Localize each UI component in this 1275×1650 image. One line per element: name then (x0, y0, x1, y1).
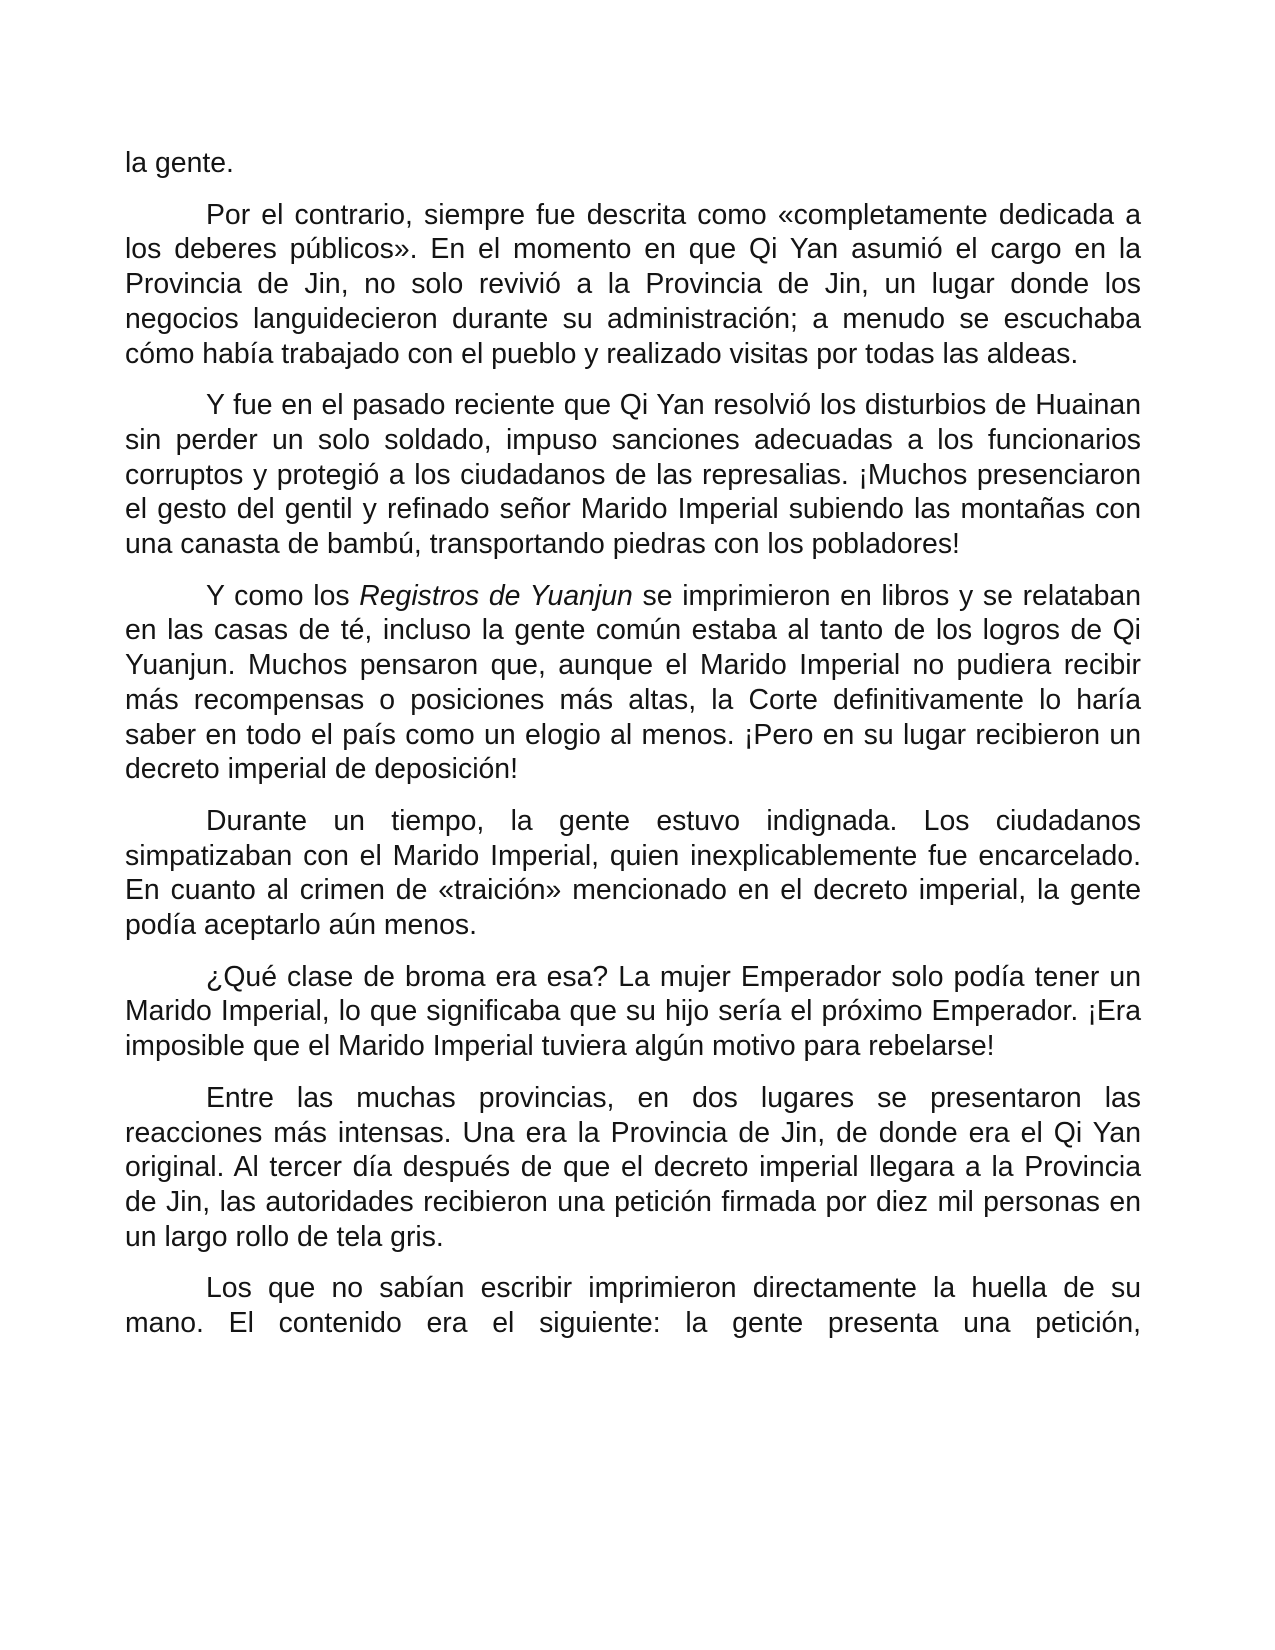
paragraph-text: Y como los (206, 579, 360, 612)
book-title: Registros de Yuanjun (359, 579, 633, 612)
paragraph: Por el contrario, siempre fue descrita como «completamente dedicada a los deberes públicos». En el momento en que Qi Yan asumió el cargo en la Provincia de Jin, no solo revivió a la Provincia de Jin, un lugar donde los negocios languidecieron durante su administración; a menudo se escuchaba cómo había trabajado con el pueblo y realizado visitas por todas las aldeas. (125, 198, 1141, 370)
paragraph: ¿Qué clase de broma era esa? La mujer Emperador solo podía tener un Marido Imperial, lo que significaba que su hijo sería el próximo Emperador. ¡Era imposible que el Marido Imperial tuviera algún motivo para rebelarse! (125, 960, 1141, 1063)
paragraph: Entre las muchas provincias, en dos lugares se presentaron las reacciones más intensas. Una era la Provincia de Jin, de donde era el Qi Yan original. Al tercer día después de que el decreto imperial llegara a la Provincia de Jin, las autoridades recibieron una petición firmada por diez mil personas en un largo rollo de tela gris. (125, 1081, 1141, 1253)
document-page (125, 146, 1141, 1358)
paragraph: Y fue en el pasado reciente que Qi Yan resolvió los disturbios de Huainan sin perder un solo soldado, impuso sanciones adecuadas a los funcionarios corruptos y protegió a los ciudadanos de las represalias. ¡Muchos presenciaron el gesto del gentil y refinado señor Marido Imperial subiendo las montañas con una canasta de bambú, transportando piedras con los pobladores! (125, 389, 1141, 561)
paragraph: Durante un tiempo, la gente estuvo indignada. Los ciudadanos simpatizaban con el Marido Imperial, quien inexplicablemente fue encarcelado. En cuanto al crimen de «traición» mencionado en el decreto imperial, la gente podía aceptarlo aún menos. (125, 804, 1141, 942)
paragraph (125, 579, 1141, 787)
paragraph: la gente. (125, 147, 234, 179)
paragraph-text: se imprimieron en libros y se relataban en las casas de té, incluso la gente común estaba al tanto de los logros de Qi Yuanjun. Muchos pensaron que, aunque el Marido Imperial no pudiera recibir más recompensas o posiciones más altas, la Corte definitivamente lo haría saber en todo el país como un elogio al menos. ¡Pero en su lugar recibieron un decreto imperial de deposición! (125, 579, 1141, 786)
paragraph: Los que no sabían escribir imprimieron directamente la huella de su mano. El contenido era el siguiente: la gente presenta una petición, (125, 1272, 1141, 1340)
